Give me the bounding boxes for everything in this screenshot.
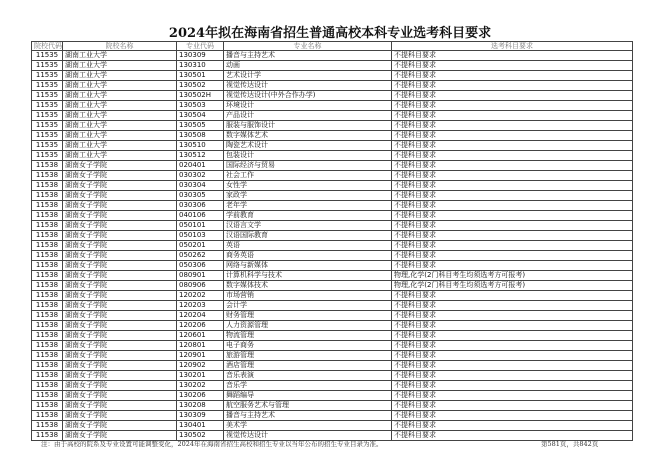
- major-code-cell: 050262: [177, 251, 224, 261]
- table-row: [32, 51, 633, 61]
- major-name-cell: 视觉传达设计: [224, 431, 392, 441]
- school-name-cell: 湖南女子学院: [63, 371, 177, 381]
- subject-requirement-cell: 不提科目要求: [392, 181, 633, 191]
- subject-requirement-cell: 不提科目要求: [392, 81, 633, 91]
- school-name-cell: 湖南女子学院: [63, 351, 177, 361]
- school-name-cell: 湖南工业大学: [63, 71, 177, 81]
- school-code-cell: 11538: [32, 381, 63, 391]
- header-school-name: 院校名称: [63, 42, 177, 51]
- school-name-cell: 湖南女子学院: [63, 201, 177, 211]
- school-code-cell: 11535: [32, 71, 63, 81]
- table-row: [32, 81, 633, 91]
- school-code-cell: 11535: [32, 81, 63, 91]
- major-name-cell: 音乐学: [224, 381, 392, 391]
- page-number: 第581页，共842页: [541, 440, 599, 448]
- table-row: [32, 281, 633, 291]
- table-row: [32, 131, 633, 141]
- major-code-cell: 040106: [177, 211, 224, 221]
- major-code-cell: 120601: [177, 331, 224, 341]
- major-name-cell: 视觉传达设计(中外合作办学): [224, 91, 392, 101]
- school-code-cell: 11538: [32, 411, 63, 421]
- school-name-cell: 湖南女子学院: [63, 291, 177, 301]
- major-code-cell: 050103: [177, 231, 224, 241]
- major-code-cell: 130510: [177, 141, 224, 151]
- table-row: [32, 151, 633, 161]
- major-name-cell: 计算机科学与技术: [224, 271, 392, 281]
- major-code-cell: 130505: [177, 121, 224, 131]
- table-row: [32, 191, 633, 201]
- major-code-cell: 030304: [177, 181, 224, 191]
- school-code-cell: 11535: [32, 121, 63, 131]
- subject-requirement-cell: 不提科目要求: [392, 241, 633, 251]
- table-row: [32, 171, 633, 181]
- subject-requirement-cell: 不提科目要求: [392, 141, 633, 151]
- school-name-cell: 湖南女子学院: [63, 301, 177, 311]
- school-code-cell: 11538: [32, 171, 63, 181]
- school-code-cell: 11535: [32, 151, 63, 161]
- subject-requirement-cell: 不提科目要求: [392, 111, 633, 121]
- table-row: [32, 351, 633, 361]
- table-row: [32, 91, 633, 101]
- school-name-cell: 湖南女子学院: [63, 321, 177, 331]
- subject-requirement-cell: 不提科目要求: [392, 121, 633, 131]
- school-code-cell: 11538: [32, 341, 63, 351]
- school-code-cell: 11535: [32, 141, 63, 151]
- school-name-cell: 湖南女子学院: [63, 401, 177, 411]
- table-row: [32, 61, 633, 71]
- table-row: [32, 301, 633, 311]
- major-code-cell: 130512: [177, 151, 224, 161]
- major-name-cell: 包装设计: [224, 151, 392, 161]
- major-code-cell: 130310: [177, 61, 224, 71]
- subject-requirement-cell: 不提科目要求: [392, 171, 633, 181]
- header-subject-requirement: 选考科目要求: [392, 42, 633, 51]
- table-header: [32, 42, 633, 51]
- major-code-cell: 130501: [177, 71, 224, 81]
- major-name-cell: 英语: [224, 241, 392, 251]
- requirements-table: [31, 41, 633, 441]
- major-name-cell: 汉语国际教育: [224, 231, 392, 241]
- subject-requirement-cell: 物理,化学(2门科目考生均须选考方可报考): [392, 281, 633, 291]
- subject-requirement-cell: 不提科目要求: [392, 401, 633, 411]
- major-code-cell: 130502: [177, 431, 224, 441]
- major-name-cell: 旅游管理: [224, 351, 392, 361]
- major-code-cell: 030302: [177, 171, 224, 181]
- school-name-cell: 湖南女子学院: [63, 431, 177, 441]
- table-row: [32, 111, 633, 121]
- major-name-cell: 社会工作: [224, 171, 392, 181]
- major-name-cell: 艺术设计学: [224, 71, 392, 81]
- school-name-cell: 湖南女子学院: [63, 281, 177, 291]
- subject-requirement-cell: 不提科目要求: [392, 391, 633, 401]
- subject-requirement-cell: 不提科目要求: [392, 61, 633, 71]
- major-name-cell: 汉语言文学: [224, 221, 392, 231]
- major-code-cell: 030306: [177, 201, 224, 211]
- table-row: [32, 291, 633, 301]
- school-code-cell: 11538: [32, 221, 63, 231]
- subject-requirement-cell: 不提科目要求: [392, 421, 633, 431]
- table-row: [32, 261, 633, 271]
- subject-requirement-cell: 不提科目要求: [392, 161, 633, 171]
- school-code-cell: 11535: [32, 131, 63, 141]
- major-code-cell: 130202: [177, 381, 224, 391]
- school-name-cell: 湖南女子学院: [63, 211, 177, 221]
- school-name-cell: 湖南工业大学: [63, 151, 177, 161]
- school-name-cell: 湖南女子学院: [63, 331, 177, 341]
- school-name-cell: 湖南工业大学: [63, 91, 177, 101]
- major-code-cell: 130503: [177, 101, 224, 111]
- page-title: 2024年拟在海南省招生普通高校本科专业选考科目要求: [168, 26, 492, 41]
- major-name-cell: 女性学: [224, 181, 392, 191]
- table-row: [32, 161, 633, 171]
- school-code-cell: 11538: [32, 371, 63, 381]
- school-name-cell: 湖南工业大学: [63, 81, 177, 91]
- subject-requirement-cell: 不提科目要求: [392, 151, 633, 161]
- school-code-cell: 11538: [32, 321, 63, 331]
- subject-requirement-cell: 不提科目要求: [392, 211, 633, 221]
- school-name-cell: 湖南女子学院: [63, 341, 177, 351]
- major-name-cell: 数字媒体艺术: [224, 131, 392, 141]
- major-code-cell: 120801: [177, 341, 224, 351]
- school-code-cell: 11538: [32, 391, 63, 401]
- school-code-cell: 11538: [32, 161, 63, 171]
- major-name-cell: 美术学: [224, 421, 392, 431]
- school-name-cell: 湖南女子学院: [63, 161, 177, 171]
- major-name-cell: 航空服务艺术与管理: [224, 401, 392, 411]
- subject-requirement-cell: 不提科目要求: [392, 131, 633, 141]
- subject-requirement-cell: 不提科目要求: [392, 321, 633, 331]
- school-code-cell: 11538: [32, 181, 63, 191]
- major-name-cell: 会计学: [224, 301, 392, 311]
- school-name-cell: 湖南女子学院: [63, 361, 177, 371]
- major-name-cell: 环境设计: [224, 101, 392, 111]
- subject-requirement-cell: 不提科目要求: [392, 411, 633, 421]
- major-name-cell: 陶瓷艺术设计: [224, 141, 392, 151]
- table-row: [32, 331, 633, 341]
- subject-requirement-cell: 不提科目要求: [392, 91, 633, 101]
- major-name-cell: 商务英语: [224, 251, 392, 261]
- major-code-cell: 130502H: [177, 91, 224, 101]
- subject-requirement-cell: 不提科目要求: [392, 231, 633, 241]
- school-code-cell: 11538: [32, 261, 63, 271]
- subject-requirement-cell: 不提科目要求: [392, 221, 633, 231]
- subject-requirement-cell: 不提科目要求: [392, 51, 633, 61]
- table-row: [32, 231, 633, 241]
- table-row: [32, 421, 633, 431]
- major-name-cell: 视觉传达设计: [224, 81, 392, 91]
- major-name-cell: 老年学: [224, 201, 392, 211]
- school-name-cell: 湖南女子学院: [63, 421, 177, 431]
- major-name-cell: 国际经济与贸易: [224, 161, 392, 171]
- major-code-cell: 080906: [177, 281, 224, 291]
- table-row: [32, 361, 633, 371]
- major-name-cell: 播音与主持艺术: [224, 51, 392, 61]
- school-code-cell: 11538: [32, 271, 63, 281]
- subject-requirement-cell: 不提科目要求: [392, 381, 633, 391]
- major-code-cell: 130508: [177, 131, 224, 141]
- subject-requirement-cell: 不提科目要求: [392, 291, 633, 301]
- school-code-cell: 11538: [32, 291, 63, 301]
- major-name-cell: 音乐表演: [224, 371, 392, 381]
- school-code-cell: 11538: [32, 241, 63, 251]
- major-name-cell: 物流管理: [224, 331, 392, 341]
- subject-requirement-cell: 不提科目要求: [392, 201, 633, 211]
- major-name-cell: 家政学: [224, 191, 392, 201]
- header-school-code: 院校代码: [32, 42, 63, 51]
- table-row: [32, 221, 633, 231]
- major-name-cell: 市场营销: [224, 291, 392, 301]
- major-code-cell: 120902: [177, 361, 224, 371]
- table-row: [32, 181, 633, 191]
- major-code-cell: 130401: [177, 421, 224, 431]
- table-row: [32, 311, 633, 321]
- school-name-cell: 湖南工业大学: [63, 51, 177, 61]
- school-code-cell: 11538: [32, 361, 63, 371]
- school-code-cell: 11538: [32, 421, 63, 431]
- school-name-cell: 湖南女子学院: [63, 381, 177, 391]
- school-name-cell: 湖南工业大学: [63, 61, 177, 71]
- school-name-cell: 湖南工业大学: [63, 131, 177, 141]
- header-major-code: 专业代码: [177, 42, 224, 51]
- table-row: [32, 381, 633, 391]
- subject-requirement-cell: 不提科目要求: [392, 351, 633, 361]
- school-name-cell: 湖南女子学院: [63, 191, 177, 201]
- table-row: [32, 241, 633, 251]
- table-row: [32, 341, 633, 351]
- table-row: [32, 391, 633, 401]
- school-name-cell: 湖南工业大学: [63, 101, 177, 111]
- school-code-cell: 11535: [32, 111, 63, 121]
- major-code-cell: 030305: [177, 191, 224, 201]
- subject-requirement-cell: 不提科目要求: [392, 311, 633, 321]
- school-code-cell: 11538: [32, 251, 63, 261]
- major-name-cell: 数字媒体技术: [224, 281, 392, 291]
- table-row: [32, 321, 633, 331]
- subject-requirement-cell: 不提科目要求: [392, 261, 633, 271]
- school-name-cell: 湖南女子学院: [63, 231, 177, 241]
- major-code-cell: 130502: [177, 81, 224, 91]
- major-code-cell: 050201: [177, 241, 224, 251]
- school-code-cell: 11535: [32, 91, 63, 101]
- table-row: [32, 141, 633, 151]
- table-row: [32, 121, 633, 131]
- subject-requirement-cell: 不提科目要求: [392, 71, 633, 81]
- school-name-cell: 湖南女子学院: [63, 261, 177, 271]
- major-name-cell: 舞蹈编导: [224, 391, 392, 401]
- major-code-cell: 050306: [177, 261, 224, 271]
- major-code-cell: 120204: [177, 311, 224, 321]
- school-name-cell: 湖南工业大学: [63, 111, 177, 121]
- major-name-cell: 网络与新媒体: [224, 261, 392, 271]
- subject-requirement-cell: 不提科目要求: [392, 431, 633, 441]
- school-name-cell: 湖南女子学院: [63, 221, 177, 231]
- major-name-cell: 学前教育: [224, 211, 392, 221]
- school-name-cell: 湖南女子学院: [63, 181, 177, 191]
- school-code-cell: 11538: [32, 301, 63, 311]
- major-code-cell: 120901: [177, 351, 224, 361]
- table-row: [32, 211, 633, 221]
- subject-requirement-cell: 物理,化学(2门科目考生均须选考方可报考): [392, 271, 633, 281]
- school-name-cell: 湖南工业大学: [63, 121, 177, 131]
- subject-requirement-cell: 不提科目要求: [392, 341, 633, 351]
- table-row: [32, 271, 633, 281]
- subject-requirement-cell: 不提科目要求: [392, 361, 633, 371]
- table-row: [32, 371, 633, 381]
- school-code-cell: 11535: [32, 61, 63, 71]
- major-code-cell: 120202: [177, 291, 224, 301]
- school-code-cell: 11538: [32, 201, 63, 211]
- major-code-cell: 130208: [177, 401, 224, 411]
- table-row: [32, 401, 633, 411]
- subject-requirement-cell: 不提科目要求: [392, 191, 633, 201]
- school-name-cell: 湖南女子学院: [63, 311, 177, 321]
- table-row: [32, 201, 633, 211]
- school-code-cell: 11538: [32, 191, 63, 201]
- school-code-cell: 11538: [32, 331, 63, 341]
- major-code-cell: 130309: [177, 51, 224, 61]
- school-name-cell: 湖南女子学院: [63, 271, 177, 281]
- major-name-cell: 产品设计: [224, 111, 392, 121]
- header-major-name: 专业名称: [224, 42, 392, 51]
- subject-requirement-cell: 不提科目要求: [392, 301, 633, 311]
- major-code-cell: 080901: [177, 271, 224, 281]
- school-code-cell: 11538: [32, 311, 63, 321]
- major-name-cell: 酒店管理: [224, 361, 392, 371]
- major-name-cell: 电子商务: [224, 341, 392, 351]
- footer-note: 注：由于高校的院系及专业设置可能调整变化，2024年在海南省招生高校和招生专业以当年公布的招生专业目录为准。: [41, 440, 383, 448]
- major-code-cell: 130309: [177, 411, 224, 421]
- major-code-cell: 130504: [177, 111, 224, 121]
- school-code-cell: 11535: [32, 101, 63, 111]
- major-code-cell: 120206: [177, 321, 224, 331]
- subject-requirement-cell: 不提科目要求: [392, 371, 633, 381]
- table-row: [32, 101, 633, 111]
- table-row: [32, 71, 633, 81]
- school-name-cell: 湖南女子学院: [63, 251, 177, 261]
- major-code-cell: 130206: [177, 391, 224, 401]
- school-code-cell: 11538: [32, 401, 63, 411]
- school-name-cell: 湖南工业大学: [63, 141, 177, 151]
- table-row: [32, 251, 633, 261]
- school-name-cell: 湖南女子学院: [63, 391, 177, 401]
- school-code-cell: 11538: [32, 231, 63, 241]
- subject-requirement-cell: 不提科目要求: [392, 251, 633, 261]
- major-name-cell: 财务管理: [224, 311, 392, 321]
- table-body: [32, 51, 633, 441]
- major-name-cell: 动画: [224, 61, 392, 71]
- school-code-cell: 11538: [32, 431, 63, 441]
- major-code-cell: 130201: [177, 371, 224, 381]
- school-name-cell: 湖南女子学院: [63, 171, 177, 181]
- school-code-cell: 11538: [32, 351, 63, 361]
- school-code-cell: 11538: [32, 281, 63, 291]
- subject-requirement-cell: 不提科目要求: [392, 331, 633, 341]
- major-code-cell: 120203: [177, 301, 224, 311]
- major-name-cell: 人力资源管理: [224, 321, 392, 331]
- major-code-cell: 050101: [177, 221, 224, 231]
- school-name-cell: 湖南女子学院: [63, 411, 177, 421]
- school-code-cell: 11535: [32, 51, 63, 61]
- school-code-cell: 11538: [32, 211, 63, 221]
- major-code-cell: 020401: [177, 161, 224, 171]
- major-name-cell: 播音与主持艺术: [224, 411, 392, 421]
- school-name-cell: 湖南女子学院: [63, 241, 177, 251]
- table-row: [32, 411, 633, 421]
- subject-requirement-cell: 不提科目要求: [392, 101, 633, 111]
- major-name-cell: 服装与服饰设计: [224, 121, 392, 131]
